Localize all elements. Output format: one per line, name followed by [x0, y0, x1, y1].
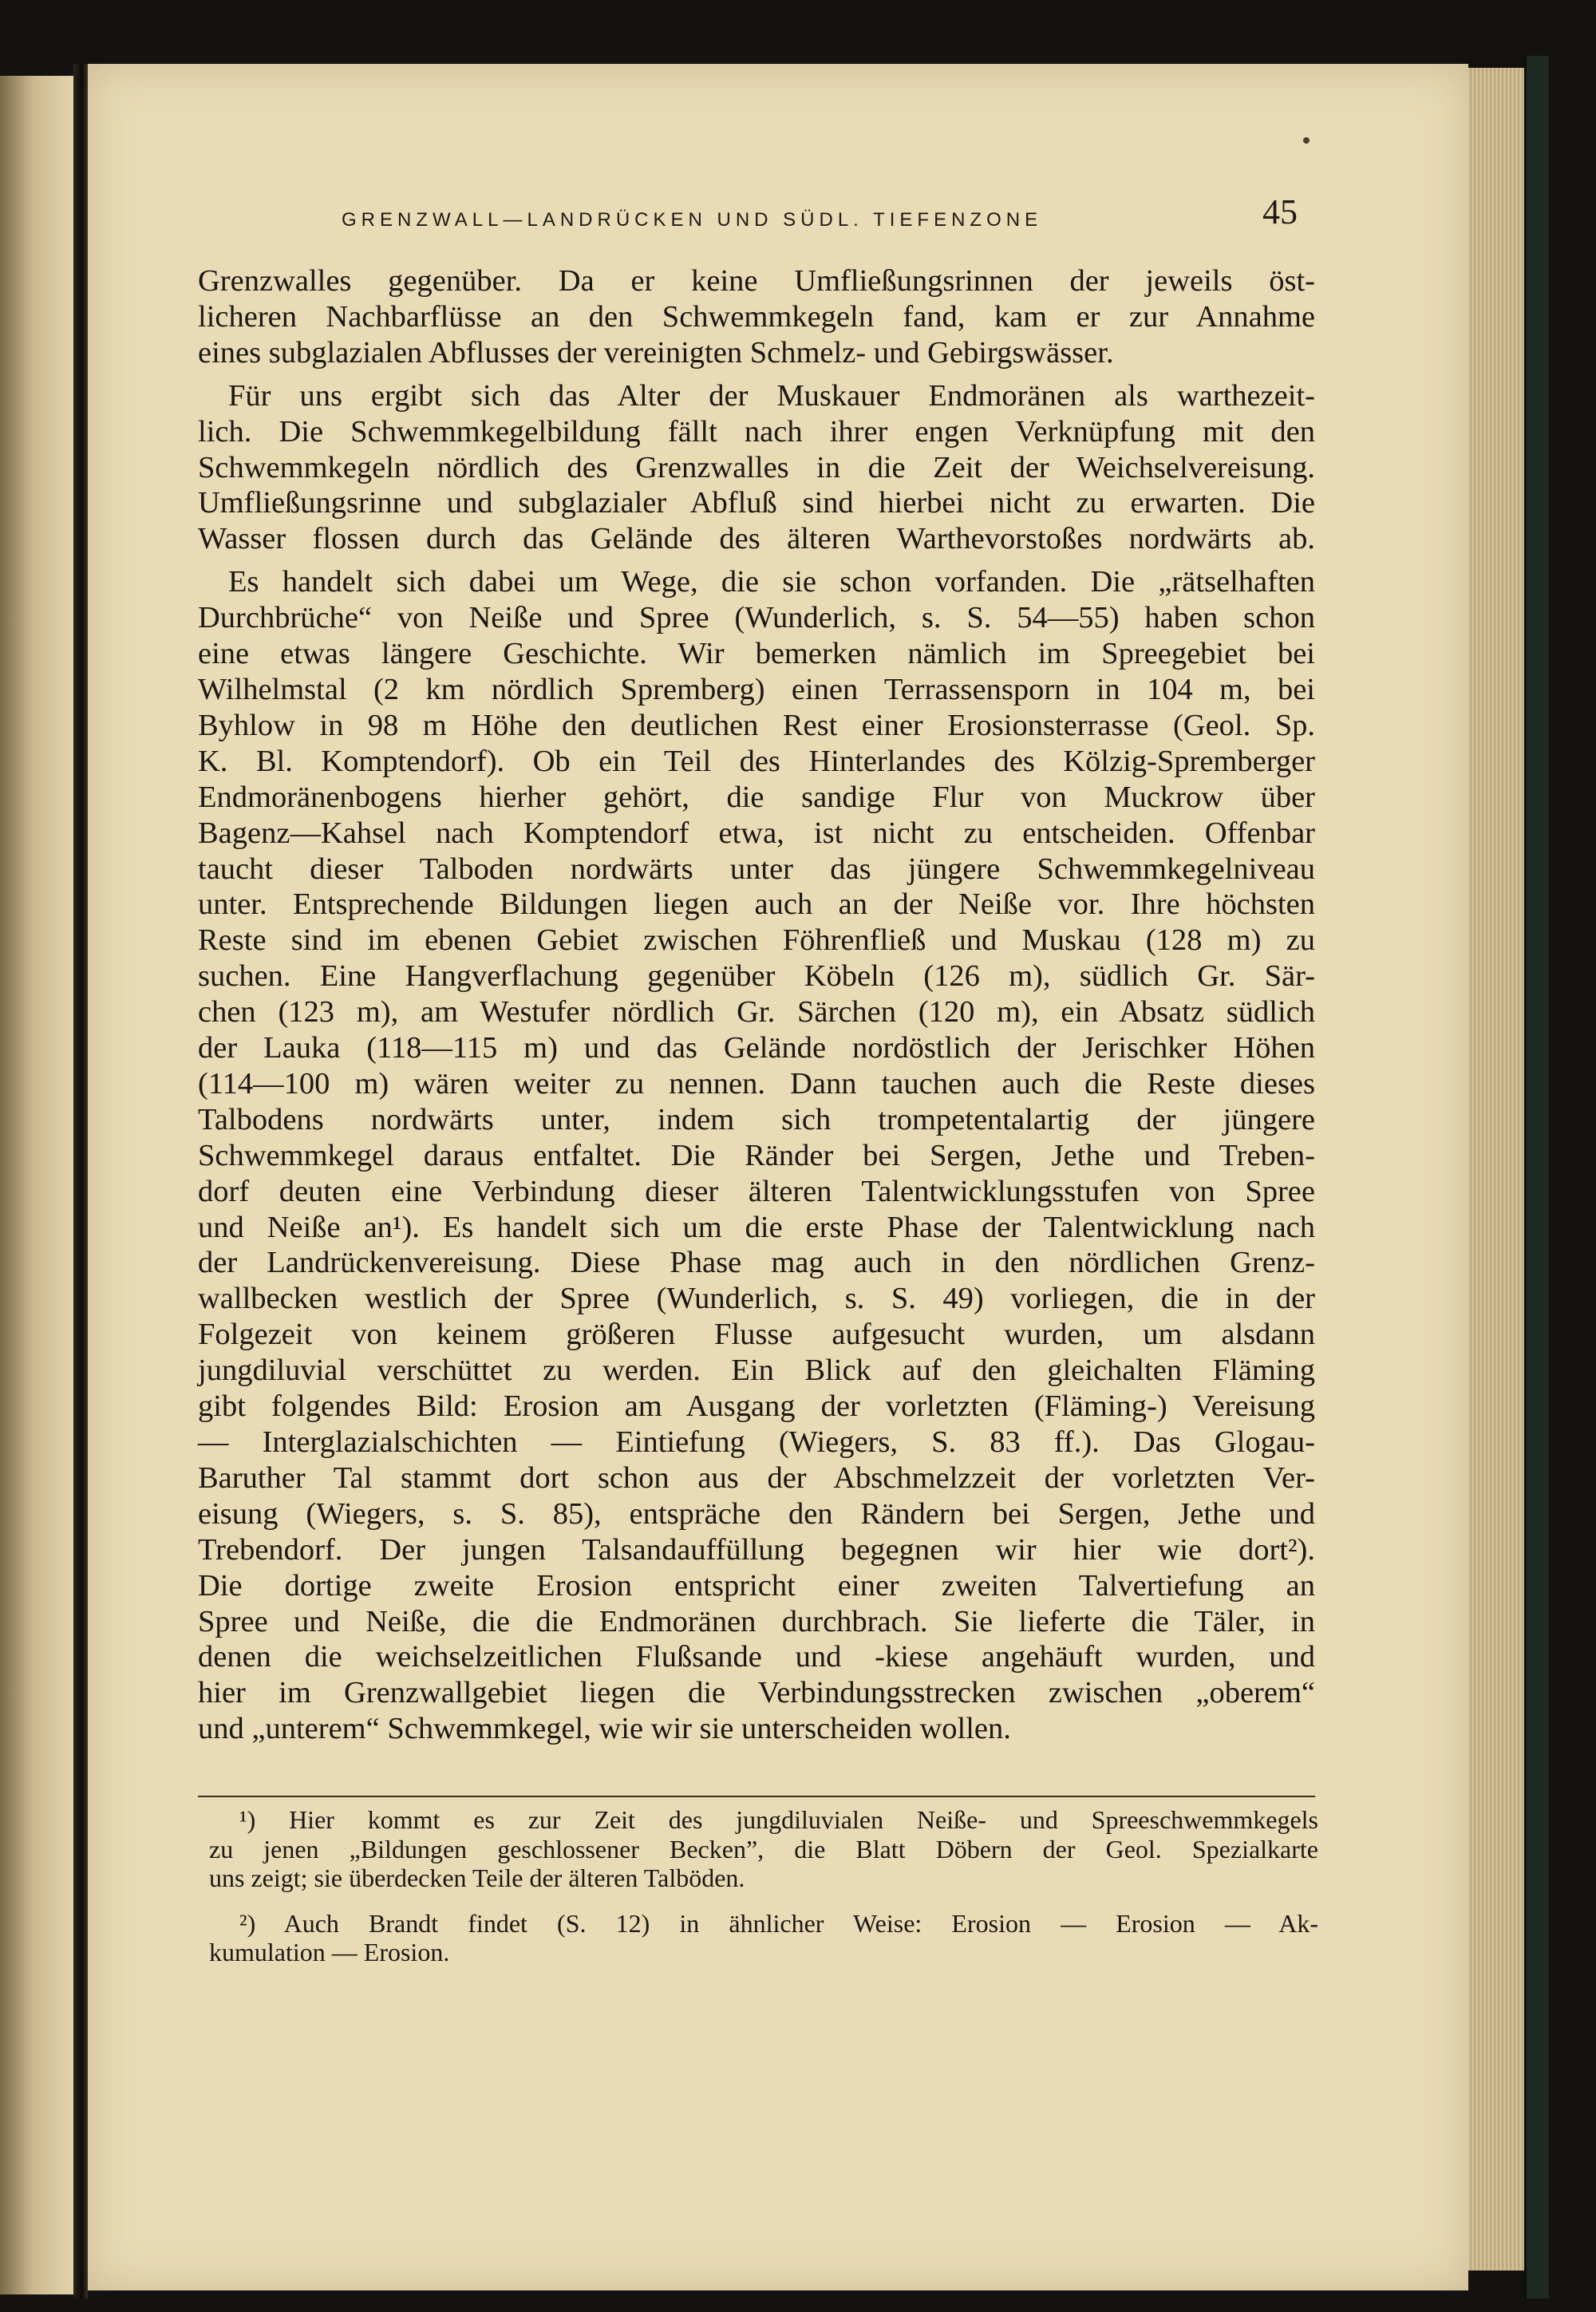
text-line: Wasser flossen durch das Gelände des älteren Warthevorstoßes nordwärts ab.: [198, 522, 1315, 556]
paragraph-1: [198, 263, 1315, 371]
text-line: K. Bl. Komptendorf). Ob ein Teil des Hinterlandes des Kölzig-Spremberger: [198, 744, 1315, 778]
running-head: GRENZWALL—LANDRÜCKEN UND SÜDL. TIEFENZONE: [342, 209, 1043, 231]
text-line: Trebendorf. Der jungen Talsandauffüllung begegnen wir hier wie dort²).: [198, 1532, 1315, 1567]
text-line: suchen. Eine Hangverflachung gegenüber Köbeln (126 m), südlich Gr. Sär-: [198, 959, 1315, 994]
book-cover-edge: [1524, 56, 1549, 2298]
text-line: gibt folgendes Bild: Erosion am Ausgang der vorletzten (Fläming-) Vereisung: [198, 1389, 1315, 1424]
text-line: chen (123 m), am Westufer nördlich Gr. Särchen (120 m), ein Absatz südlich: [198, 995, 1315, 1030]
body-text: [198, 263, 1315, 1747]
text-line: eine etwas längere Geschichte. Wir bemerken nämlich im Spreegebiet bei: [198, 637, 1315, 671]
footnote-1: [209, 1805, 1318, 1893]
footnote-2: [209, 1909, 1318, 1967]
text-line: Schwemmkegeln nördlich des Grenzwalles in die Zeit der Weichselvereisung.: [198, 450, 1315, 484]
left-page-edge: [0, 76, 73, 2294]
text-line: Es handelt sich dabei um Wege, die sie schon vorfanden. Die „rätselhaften: [228, 565, 1315, 599]
text-line: Schwemmkegel daraus entfaltet. Die Ränder bei Sergen, Jethe und Treben-: [198, 1138, 1315, 1172]
footnote-line: kumulation — Erosion.: [209, 1938, 450, 1966]
text-line: denen die weichselzeitlichen Flußsande und -kiese angehäuft wurden, und: [198, 1640, 1315, 1674]
text-line: Spree und Neiße, die die Endmoränen durchbrach. Sie lieferte die Täler, in: [198, 1604, 1315, 1638]
ink-dot: [1303, 137, 1310, 144]
text-line: Für uns ergibt sich das Alter der Muskauer Endmoränen als warthezeit-: [228, 378, 1315, 413]
paragraph-2: [198, 378, 1315, 558]
text-line: licheren Nachbarflüsse an den Schwemmkegeln fand, kam er zur Annahme: [198, 299, 1315, 334]
text-line: unter. Entsprechende Bildungen liegen auch an der Neiße vor. Ihre höchsten: [198, 887, 1315, 922]
text-line: und „unterem“ Schwemmkegel, wie wir sie unterscheiden wollen.: [198, 1712, 1011, 1746]
text-line: Endmoränenbogens hierher gehört, die sandige Flur von Muckrow über: [198, 780, 1315, 814]
footnote-rule: [198, 1796, 1315, 1797]
footnotes: [209, 1805, 1318, 1967]
text-line: und Neiße an¹). Es handelt sich um die erste Phase der Talentwicklung nach: [198, 1210, 1315, 1244]
text-line: jungdiluvial verschüttet zu werden. Ein Blick auf den gleichalten Fläming: [198, 1354, 1315, 1388]
text-line: Grenzwalles gegenüber. Da er keine Umfließungsrinnen der jeweils öst-: [198, 264, 1315, 298]
text-line: Talbodens nordwärts unter, indem sich trompetentalartig der jüngere: [198, 1102, 1315, 1136]
text-line: wallbecken westlich der Spree (Wunderlich, s. S. 49) vorliegen, die in der: [198, 1282, 1315, 1316]
paragraph-3: [198, 564, 1315, 1747]
text-line: Die dortige zweite Erosion entspricht einer zweiten Talvertiefung an: [198, 1568, 1315, 1603]
text-line: Wilhelmstal (2 km nördlich Spremberg) einen Terrassensporn in 104 m, bei: [198, 672, 1315, 706]
text-line: hier im Grenzwallgebiet liegen die Verbindungsstrecken zwischen „oberem“: [198, 1676, 1315, 1710]
text-line: dorf deuten eine Verbindung dieser älteren Talentwicklungsstufen von Spree: [198, 1174, 1315, 1208]
text-line: eisung (Wiegers, s. S. 85), entspräche den Rändern bei Sergen, Jethe und: [198, 1496, 1315, 1531]
text-line: Folgezeit von keinem größeren Flusse aufgesucht wurden, um alsdann: [198, 1318, 1315, 1352]
page-edges: [1468, 68, 1524, 2271]
footnote-line: zu jenen „Bildungen geschlossener Becken”, die Blatt Döbern der Geol. Spezialkarte: [209, 1834, 1318, 1863]
text-line: lich. Die Schwemmkegelbildung fällt nach ihrer engen Verknüpfung mit den: [198, 414, 1315, 449]
footnote-line: ²) Auch Brandt findet (S. 12) in ähnlicher Weise: Erosion — Erosion — Ak-: [239, 1908, 1318, 1938]
text-line: der Landrückenvereisung. Diese Phase mag auch in den nördlichen Grenz-: [198, 1246, 1315, 1280]
text-line: Baruther Tal stammt dort schon aus der Abschmelzzeit der vorletzten Ver-: [198, 1460, 1315, 1495]
footnote-line: uns zeigt; sie überdecken Teile der älteren Talböden.: [209, 1863, 745, 1892]
text-line: Reste sind im ebenen Gebiet zwischen Föhrenfließ und Muskau (128 m) zu: [198, 923, 1315, 958]
text-line: (114—100 m) wären weiter zu nennen. Dann tauchen auch die Reste dieses: [198, 1066, 1315, 1101]
text-line: Byhlow in 98 m Höhe den deutlichen Rest einer Erosionsterrasse (Geol. Sp.: [198, 708, 1315, 742]
text-line: der Lauka (118—115 m) und das Gelände nordöstlich der Jerischker Höhen: [198, 1031, 1315, 1065]
text-line: eines subglazialen Abflusses der vereinigten Schmelz- und Gebirgswässer.: [198, 335, 1114, 370]
text-line: Bagenz—Kahsel nach Komptendorf etwa, ist nicht zu entscheiden. Offenbar: [198, 816, 1315, 850]
page-number: 45: [1262, 192, 1298, 231]
footnote-line: ¹) Hier kommt es zur Zeit des jungdiluvialen Neiße- und Spreeschwemmkegels: [239, 1805, 1318, 1834]
text-line: Umfließungsrinne und subglazialer Abfluß sind hierbei nicht zu erwarten. Die: [198, 486, 1315, 520]
text-line: — Interglazialschichten — Eintiefung (Wiegers, S. 83 ff.). Das Glogau-: [198, 1425, 1315, 1459]
text-line: taucht dieser Talboden nordwärts unter das jüngere Schwemmkegelniveau: [198, 852, 1315, 886]
text-line: Durchbrüche“ von Neiße und Spree (Wunderlich, s. S. 54—55) haben schon: [198, 601, 1315, 635]
book-gutter: [73, 64, 88, 2298]
